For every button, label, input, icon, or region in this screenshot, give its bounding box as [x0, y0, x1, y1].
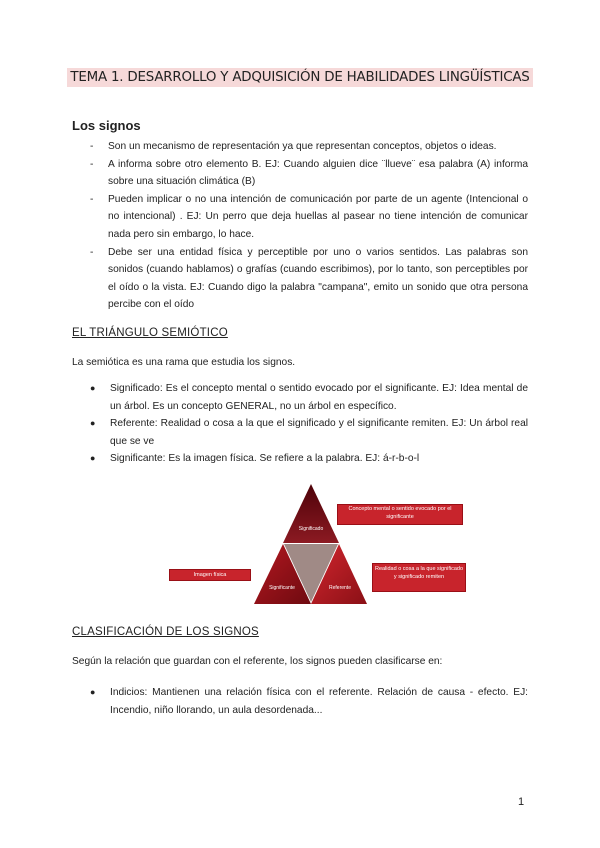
dash-marker: - — [90, 141, 94, 152]
bullet-marker: ● — [90, 418, 96, 429]
bullet-marker: ● — [90, 453, 96, 464]
dash-marker: - — [90, 193, 94, 205]
page-title: TEMA 1. DESARROLLO Y ADQUISICIÓN DE HABILIDADES LINGÜÍSTICAS — [67, 68, 532, 87]
triangle-top — [283, 484, 339, 543]
bullet-marker: ● — [90, 687, 96, 697]
list-item: ● Indicios: Mantienen una relación física con el referente. Relación de causa - efecto. EJ: Incendio, niño llorando, un aula desordenada... — [90, 684, 528, 719]
list-item: - Son un mecanismo de representación ya que representan conceptos, objetos o ideas. — [90, 138, 528, 156]
list-item: ● Referente: Realidad o cosa a la que el significado y el significante remiten. EJ: Un árbol real que se ve — [90, 415, 528, 450]
clasificacion-intro: Según la relación que guardan con el referente, los signos pueden clasificarse en: — [72, 656, 443, 667]
page-number: 1 — [518, 796, 525, 808]
clasificacion-list — [90, 684, 528, 719]
heading-clasificacion: CLASIFICACIÓN DE LOS SIGNOS — [72, 626, 259, 638]
label-left: Significante — [269, 585, 295, 591]
label-top: Significado — [298, 526, 324, 532]
box-referente: Realidad o cosa a la que significado y significado remiten — [372, 563, 466, 592]
dash-marker: - — [90, 158, 94, 170]
box-significado: Concepto mental o sentido evocado por el significante — [337, 504, 463, 525]
list-item: - Pueden implicar o no una intención de comunicación por parte de un agente (Intencional o no intencional) . EJ: Un perro que deja huellas al pasear no tiene intención de comunicar nada pero sin embargo, lo hace. — [90, 191, 528, 244]
list-item: ● Significado: Es el concepto mental o sentido evocado por el significante. EJ: Idea mental de un árbol. Es un concepto GENERAL, no un árbol en específico. — [90, 380, 528, 415]
list-item: ● Significante: Es la imagen física. Se refiere a la palabra. EJ: á-r-b-o-l — [90, 450, 528, 468]
label-right: Referente — [329, 585, 351, 591]
list-item: - A informa sobre otro elemento B. EJ: Cuando alguien dice ¨llueve¨ esa palabra (A) informa sobre una situación climática (B) — [90, 156, 528, 191]
box-significante: Imagen física — [169, 569, 251, 581]
dash-marker: - — [90, 246, 94, 258]
heading-signos: Los signos — [72, 118, 141, 133]
triangulo-intro: La semiótica es una rama que estudia los signos. — [72, 357, 296, 368]
list-item: - Debe ser una entidad física y perceptible por uno o varios sentidos. Las palabras son sonidos (cuando hablamos) o grafías (cuando escribimos), por lo tanto, son perceptibles por el oído o la vista. EJ: Cuando digo la palabra "campana", emito un sonido que otra persona percibe con el oído — [90, 244, 528, 314]
bullet-marker: ● — [90, 383, 96, 393]
heading-triangulo: EL TRIÁNGULO SEMIÓTICO — [72, 327, 228, 339]
